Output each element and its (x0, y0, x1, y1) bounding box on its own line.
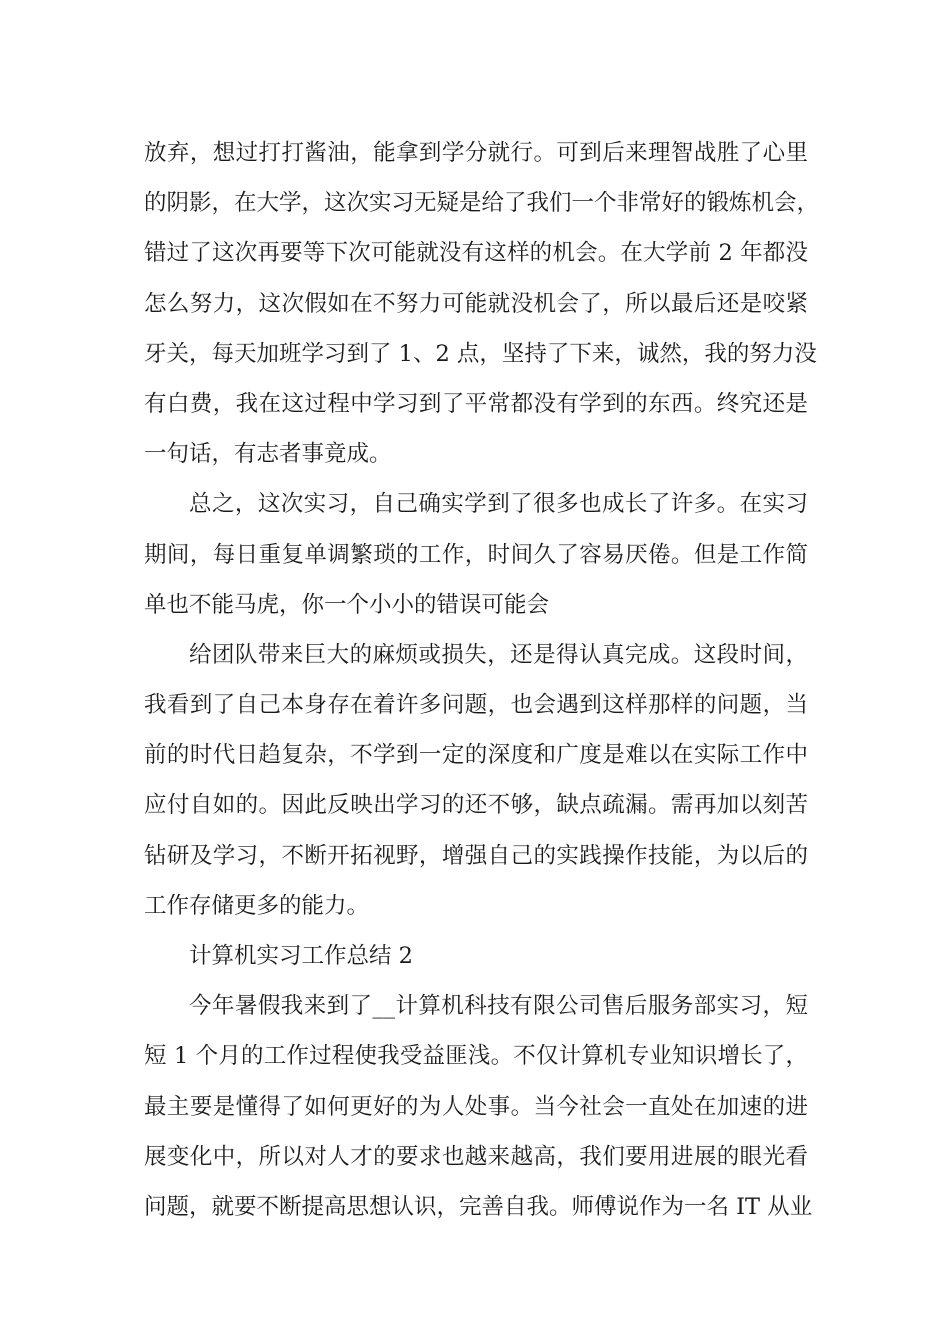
text-line: 短 1 个月的工作过程使我受益匪浅。不仅计算机专业知识增长了， (144, 1043, 808, 1070)
text-line: 怎么努力，这次假如在不努力可能就没机会了，所以最后还是咬紧 (144, 290, 808, 317)
document-body (144, 128, 820, 1232)
text-line: 总之，这次实习，自己确实学到了很多也成长了许多。在实习 (189, 491, 808, 518)
text-line: 展变化中，所以对人才的要求也越来越高，我们要用进展的眼光看 (144, 1143, 808, 1170)
text-line: 的阴影，在大学，这次实习无疑是给了我们一个非常好的锻炼机会， (144, 190, 820, 217)
text-line: 前的时代日趋复杂，不学到一定的深度和广度是难以在实际工作中 (144, 742, 808, 769)
text-line: 最主要是懂得了如何更好的为人处事。当今社会一直处在加速的进 (144, 1093, 808, 1120)
text-line: 钻研及学习，不断开拓视野，增强自己的实践操作技能，为以后的 (144, 842, 808, 869)
text-line: 放弃，想过打打酱油，能拿到学分就行。可到后来理智战胜了心里 (144, 140, 808, 166)
text-line: 单也不能马虎，你一个小小的错误可能会 (144, 591, 550, 618)
text-line: 问题，就要不断提高思想认识，完善自我。师傅说作为一名 IT 从业 (144, 1193, 813, 1220)
text-line: 牙关，每天加班学习到了 1、2 点，坚持了下来，诚然，我的努力没 (144, 340, 817, 367)
section-heading: 计算机实习工作总结 2 (189, 943, 413, 969)
text-line: 期间，每日重复单调繁琐的工作，时间久了容易厌倦。但是工作简 (144, 541, 808, 568)
text-line: 有白费，我在这过程中学习到了平常都没有学到的东西。终究还是 (144, 390, 808, 417)
text-line: 今年暑假我来到了__计算机科技有限公司售后服务部实习，短 (189, 993, 808, 1020)
text-line: 我看到了自己本身存在着许多问题，也会遇到这样那样的问题，当 (144, 692, 808, 719)
text-line: 给团队带来巨大的麻烦或损失，还是得认真完成。这段时间， (189, 641, 808, 668)
text-line: 工作存储更多的能力。 (144, 892, 370, 919)
text-line: 一句话，有志者事竟成。 (144, 441, 392, 468)
text-line: 错过了这次再要等下次可能就没有这样的机会。在大学前 2 年都没 (144, 240, 808, 267)
text-line: 应付自如的。因此反映出学习的还不够，缺点疏漏。需再加以刻苦 (144, 792, 808, 819)
